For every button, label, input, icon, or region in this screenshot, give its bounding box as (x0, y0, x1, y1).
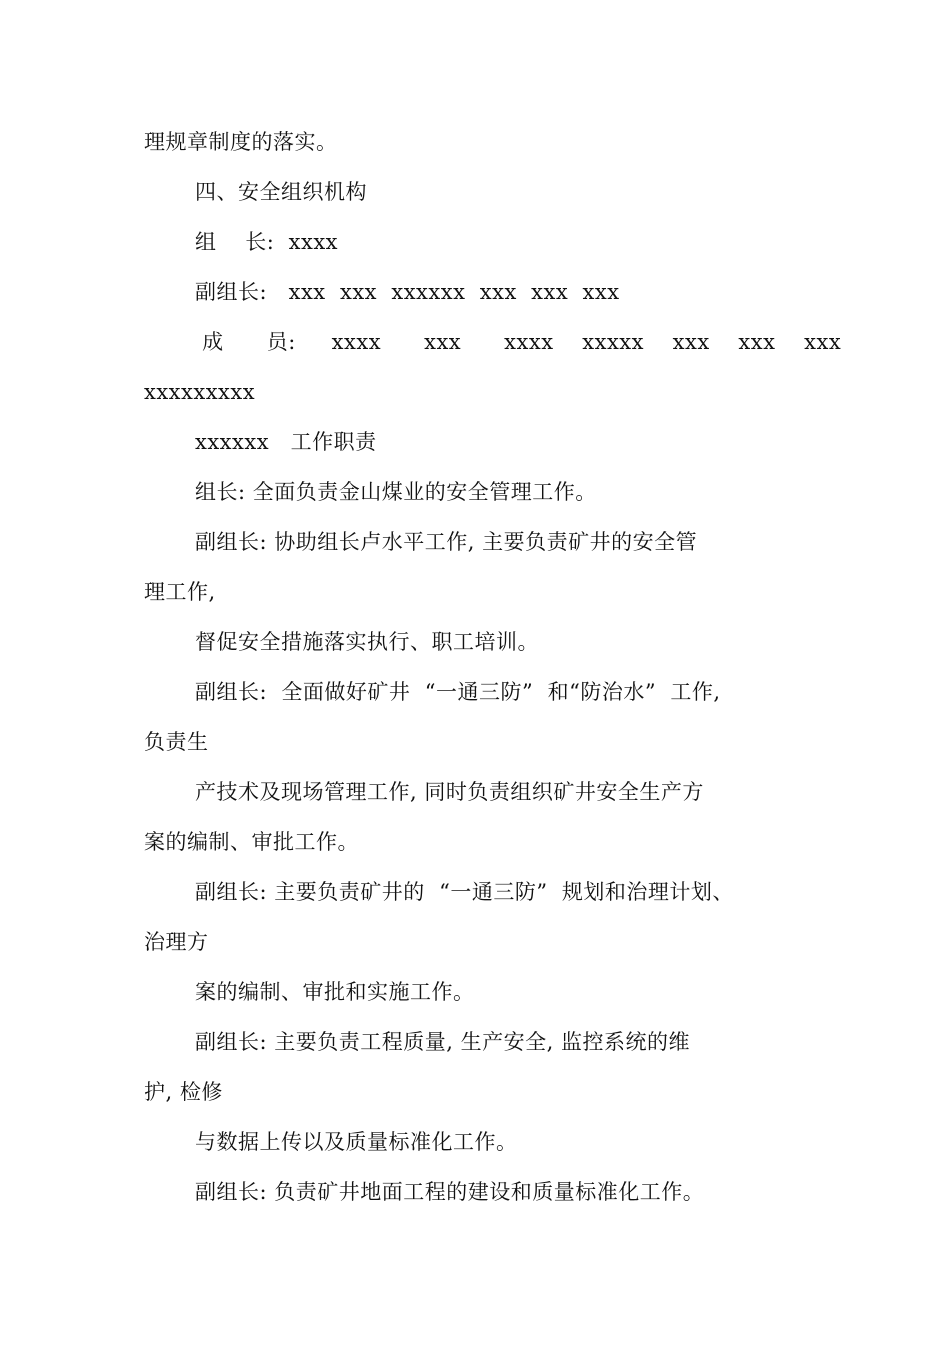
text-line: 副组长: xxx xxx xxxxxx xxx xxx xxx (195, 280, 620, 304)
text-line: 成 员: xxxx xxx xxxx xxxxx xxx xxx xxx (195, 330, 842, 354)
text-line: 产技术及现场管理工作, 同时负责组织矿井安全生产方 (195, 780, 704, 804)
text-line: 副组长: 负责矿井地面工程的建设和质量标准化工作。 (195, 1180, 705, 1204)
text-line: 理工作, (144, 580, 216, 604)
text-line: 理规章制度的落实。 (144, 130, 338, 154)
text-line: 护, 检修 (144, 1080, 223, 1104)
text-line: xxxxxx 工作职责 (195, 430, 377, 454)
text-line: 副组长: 协助组长卢水平工作, 主要负责矿井的安全管 (195, 530, 698, 554)
text-line: 治理方 (144, 930, 209, 954)
text-line: 组长: 全面负责金山煤业的安全管理工作。 (195, 480, 597, 504)
text-line: 案的编制、审批和实施工作。 (195, 980, 475, 1004)
text-line: xxxxxxxxx (144, 380, 256, 404)
section-heading: 四、安全组织机构 (195, 180, 367, 204)
text-line: 案的编制、审批工作。 (144, 830, 359, 854)
text-line: 与数据上传以及质量标准化工作。 (195, 1130, 518, 1154)
text-line: 副组长: 主要负责工程质量, 生产安全, 监控系统的维 (195, 1030, 690, 1054)
text-line: 督促安全措施落实执行、职工培训。 (195, 630, 539, 654)
text-line: 副组长: 主要负责矿井的 “一通三防” 规划和治理计划、 (195, 880, 734, 904)
text-line: 负责生 (144, 730, 209, 754)
text-line: 副组长: 全面做好矿井 “一通三防” 和“防治水” 工作, (195, 680, 721, 704)
text-line: 组 长: xxxx (195, 230, 338, 254)
